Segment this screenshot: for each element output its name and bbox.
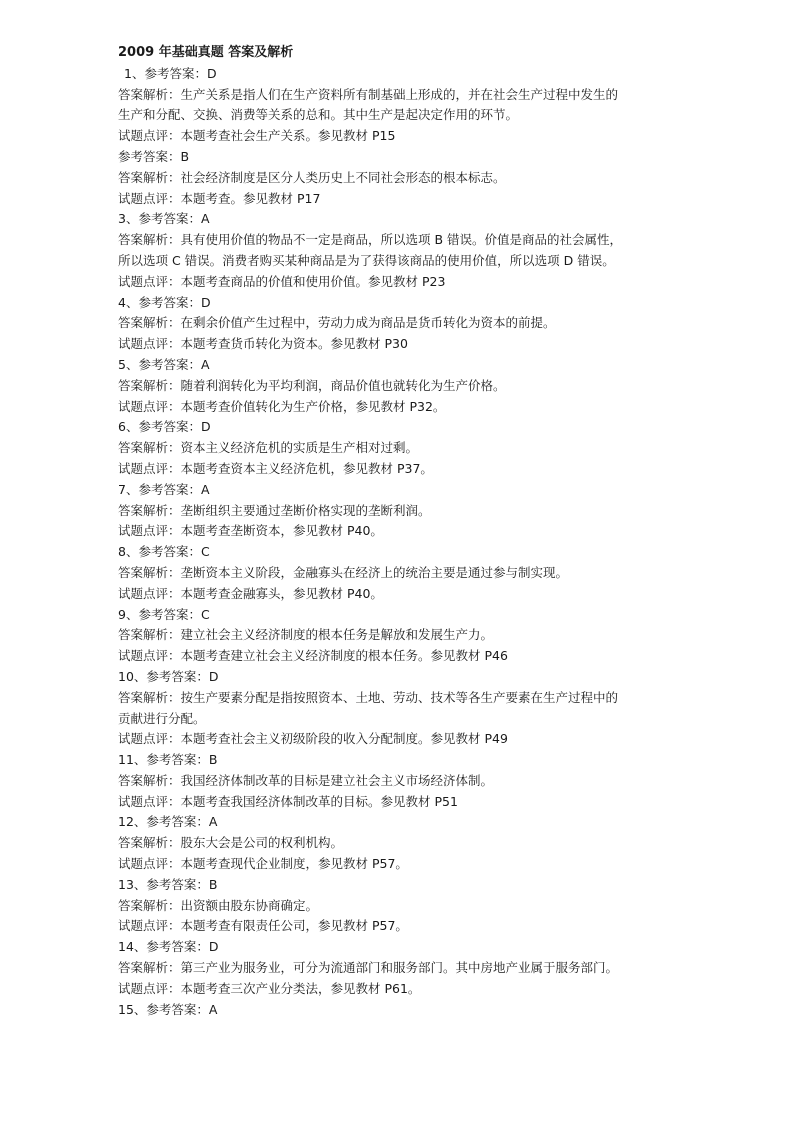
document-page	[118, 43, 684, 1020]
reference-answer: 13、参考答案：B	[118, 876, 218, 892]
answer-item	[118, 750, 684, 812]
question-comment: 试题点评：本题考查资本主义经济危机，参见教材 P37。	[118, 460, 433, 476]
answer-analysis: 答案解析：垄断资本主义阶段，金融寡头在经济上的统治主要是通过参与制实现。	[118, 564, 569, 580]
question-comment: 试题点评：本题考查建立社会主义经济制度的根本任务。参见教材 P46	[118, 648, 508, 664]
question-comment: 试题点评：本题考查。参见教材 P17	[118, 190, 321, 206]
document-title: 2009 年基础真题 答案及解析	[118, 45, 294, 60]
answer-item	[118, 147, 684, 209]
reference-answer: 7、参考答案：A	[118, 481, 210, 497]
answer-analysis: 答案解析：在剩余价值产生过程中，劳动力成为商品是货币转化为资本的前提。	[118, 315, 556, 331]
reference-answer: 11、参考答案：B	[118, 752, 218, 768]
answer-analysis: 答案解析：具有使用价值的物品不一定是商品，所以选项 B 错误。价值是商品的社会属性，	[118, 232, 623, 248]
answer-item	[118, 812, 684, 874]
answer-item	[118, 209, 684, 292]
answer-analysis: 生产和分配、交换、消费等关系的总和。其中生产是起决定作用的环节。	[118, 107, 519, 123]
question-comment: 试题点评：本题考查金融寡头，参见教材 P40。	[118, 585, 383, 601]
reference-answer: 6、参考答案：D	[118, 419, 211, 435]
question-comment: 试题点评：本题考查有限责任公司，参见教材 P57。	[118, 918, 408, 934]
answer-item	[118, 605, 684, 667]
answer-analysis: 答案解析：社会经济制度是区分人类历史上不同社会形态的根本标志。	[118, 169, 506, 185]
answer-item	[118, 667, 684, 750]
answer-item	[118, 417, 684, 479]
question-comment: 试题点评：本题考查垄断资本，参见教材 P40。	[118, 523, 383, 539]
answer-analysis: 答案解析：建立社会主义经济制度的根本任务是解放和发展生产力。	[118, 627, 494, 643]
reference-answer: 15、参考答案：A	[118, 1001, 218, 1017]
answer-analysis: 答案解析：第三产业为服务业，可分为流通部门和服务部门。其中房地产业属于服务部门。	[118, 960, 619, 976]
answer-item	[118, 1000, 684, 1021]
reference-answer: 5、参考答案：A	[118, 356, 210, 372]
question-comment: 试题点评：本题考查我国经济体制改革的目标。参见教材 P51	[118, 793, 458, 809]
reference-answer: 10、参考答案：D	[118, 668, 219, 684]
answer-list	[118, 64, 684, 1021]
reference-answer: 4、参考答案：D	[118, 294, 211, 310]
answer-analysis: 答案解析：生产关系是指人们在生产资料所有制基础上形成的，并在社会生产过程中发生的	[118, 86, 619, 102]
question-comment: 试题点评：本题考查社会生产关系。参见教材 P15	[118, 128, 396, 144]
question-comment: 试题点评：本题考查商品的价值和使用价值。参见教材 P23	[118, 273, 446, 289]
answer-analysis: 答案解析：随着利润转化为平均利润，商品价值也就转化为生产价格。	[118, 377, 506, 393]
answer-analysis: 所以选项 C 错误。消费者购买某种商品是为了获得该商品的使用价值，所以选项 D 错误。	[118, 252, 615, 268]
question-comment: 试题点评：本题考查现代企业制度，参见教材 P57。	[118, 856, 408, 872]
answer-analysis: 答案解析：出资额由股东协商确定。	[118, 897, 319, 913]
question-comment: 试题点评：本题考查社会主义初级阶段的收入分配制度。参见教材 P49	[118, 731, 508, 747]
answer-item	[118, 542, 684, 604]
answer-item	[118, 937, 684, 999]
answer-item	[118, 64, 684, 147]
reference-answer: 12、参考答案：A	[118, 814, 218, 830]
question-comment: 试题点评：本题考查货币转化为资本。参见教材 P30	[118, 336, 408, 352]
answer-analysis: 答案解析：我国经济体制改革的目标是建立社会主义市场经济体制。	[118, 772, 494, 788]
answer-analysis: 贡献进行分配。	[118, 710, 206, 726]
answer-item	[118, 293, 684, 355]
question-comment: 试题点评：本题考查价值转化为生产价格，参见教材 P32。	[118, 398, 446, 414]
answer-item	[118, 875, 684, 937]
answer-analysis: 答案解析：按生产要素分配是指按照资本、土地、劳动、技术等各生产要素在生产过程中的	[118, 689, 619, 705]
question-comment: 试题点评：本题考查三次产业分类法，参见教材 P61。	[118, 980, 421, 996]
reference-answer: 参考答案：B	[118, 148, 190, 164]
answer-analysis: 答案解析：资本主义经济危机的实质是生产相对过剩。	[118, 440, 419, 456]
answer-item	[118, 480, 684, 542]
reference-answer: 9、参考答案：C	[118, 606, 210, 622]
reference-answer: 14、参考答案：D	[118, 939, 219, 955]
answer-analysis: 答案解析：垄断组织主要通过垄断价格实现的垄断利润。	[118, 502, 431, 518]
reference-answer: 3、参考答案：A	[118, 211, 210, 227]
reference-answer: 8、参考答案：C	[118, 544, 210, 560]
answer-item	[118, 355, 684, 417]
reference-answer: 1、参考答案：D	[124, 65, 217, 81]
answer-analysis: 答案解析：股东大会是公司的权利机构。	[118, 835, 344, 851]
